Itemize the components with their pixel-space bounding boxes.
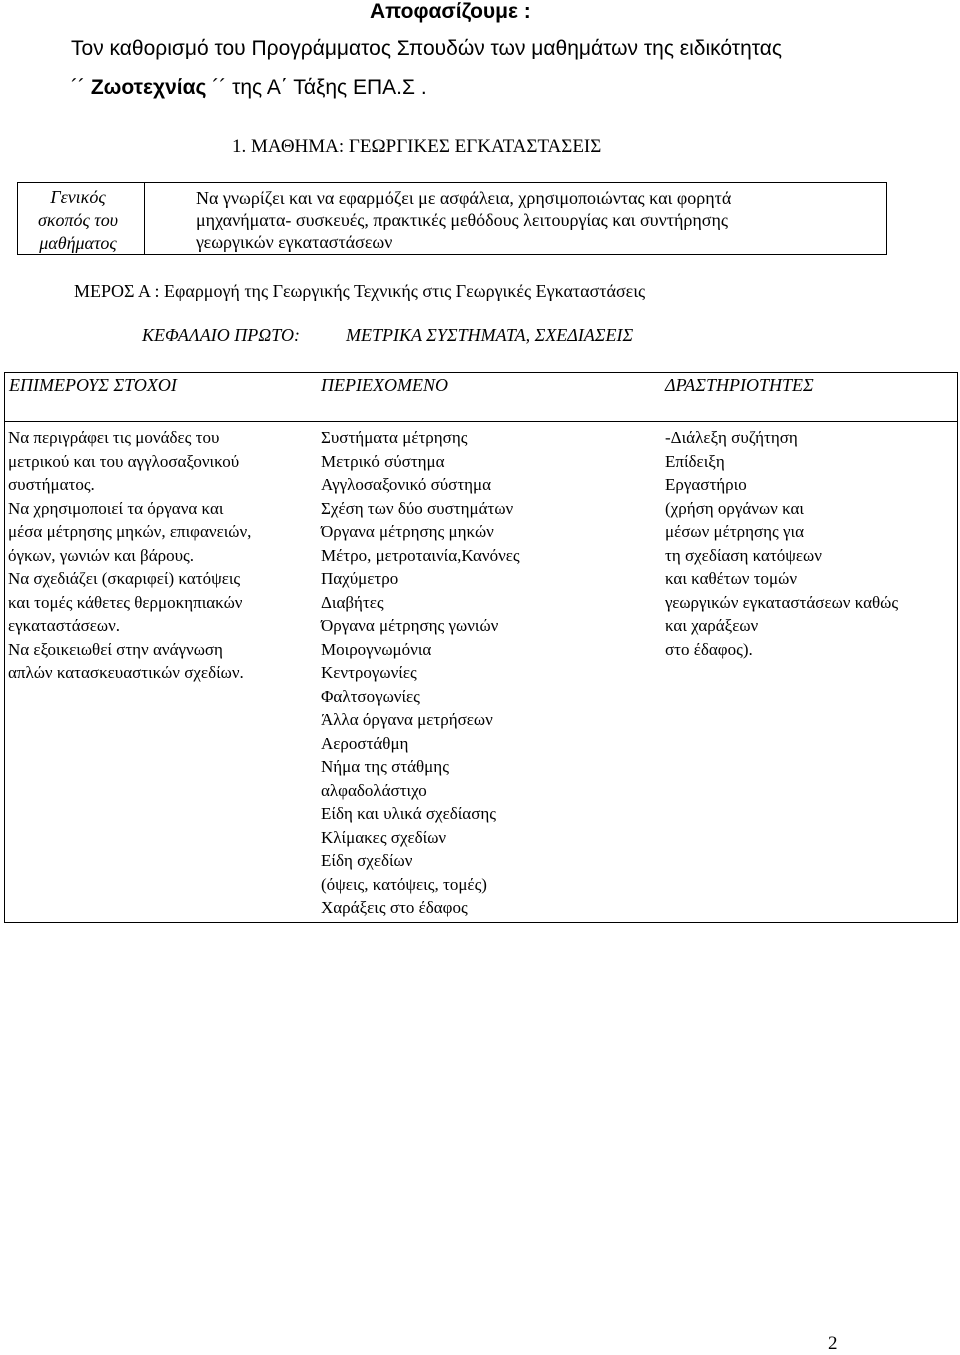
lesson-title: 1. ΜΑΘΗΜΑ: ΓΕΩΡΓΙΚΕΣ ΕΓΚΑΤΑΣΤΑΣΕΙΣ	[232, 136, 602, 157]
content-line: Όργανα μέτρησης μηκών	[321, 522, 494, 541]
content-line: Άλλα όργανα μετρήσεων	[321, 710, 493, 729]
part-title: ΜΕΡΟΣ Α : Εφαρμογή της Γεωργικής Τεχνικής στις Γεωργικές Εγκαταστάσεις	[74, 281, 646, 301]
activity-line: στο έδαφος).	[665, 639, 753, 659]
goal-line: μετρικού και του αγγλοσαξονικού	[8, 451, 240, 471]
goals-column	[8, 426, 251, 685]
aim-label-line: μαθήματος	[39, 233, 117, 253]
header-separator	[5, 421, 957, 422]
content-line: Φαλτσογωνίες	[321, 686, 420, 706]
aim-text-line: Να γνωρίζει και να εφαρμόζει με ασφάλεια, χρησιμοποιώντας και φορητά	[196, 188, 732, 208]
goal-line: Να περιγράφει τις μονάδες του	[8, 428, 220, 447]
intro-line-2-prefix: ´´	[71, 76, 91, 99]
header-activities: ΔΡΑΣΤΗΡΙΟΤΗΤΕΣ	[665, 375, 814, 395]
aim-label-line: Γενικός	[50, 187, 106, 207]
header-specific-goals: ΕΠΙΜΕΡΟΥΣ ΣΤΟΧΟΙ	[9, 375, 177, 395]
content-line: Χαράξεις στο έδαφος	[321, 898, 468, 917]
activity-line: μέσων μέτρησης για	[665, 522, 805, 541]
goal-line: απλών κατασκευαστικών σχεδίων.	[8, 663, 244, 682]
chapter-name: ΜΕΤΡΙΚΑ ΣΥΣΤΗΜΑΤΑ, ΣΧΕΔΙΑΣΕΙΣ	[346, 325, 634, 345]
activity-line: Επίδειξη	[665, 451, 725, 471]
content-line: αλφαδολάστιχο	[321, 780, 427, 800]
chapter-label: ΚΕΦΑΛΑΙΟ ΠΡΩΤΟ:	[142, 325, 300, 345]
general-aim-text	[196, 187, 876, 253]
goal-line: συστήματος.	[8, 475, 95, 494]
goal-line: μέσα μέτρησης μηκών, επιφανειών,	[8, 522, 252, 541]
aim-label-line: σκοπός του	[37, 210, 119, 230]
content-line: Μέτρο, μετροταινία,Κανόνες	[321, 545, 520, 565]
aim-divider	[144, 183, 145, 254]
decision-heading: Αποφασίζουμε :	[370, 0, 531, 23]
activity-line: τη σχεδίαση κατόψεων	[665, 545, 822, 565]
content-line: Μοιρογνωμόνια	[321, 639, 432, 659]
goal-line: Να σχεδιάζει (σκαριφεί) κατόψεις	[8, 569, 241, 588]
activity-line: Εργαστήριο	[665, 475, 747, 494]
aim-text-line: μηχανήματα- συσκευές, πρακτικές μεθόδους λειτουργίας και συντήρησης	[196, 210, 729, 230]
aim-text-line: γεωργικών εγκαταστάσεων	[196, 232, 393, 252]
content-line: Είδη σχεδίων	[321, 851, 413, 870]
goal-line: Να χρησιμοποιεί τα όργανα και	[8, 498, 224, 518]
content-line: Αγγλοσαξονικό σύστημα	[321, 475, 492, 494]
page-number: 2	[828, 1333, 838, 1354]
goal-line: εγκαταστάσεων.	[8, 616, 121, 635]
content-line: (όψεις, κατόψεις, τομές)	[321, 874, 487, 894]
content-line: Κεντρογωνίες	[321, 663, 417, 682]
content-line: Συστήματα μέτρησης	[321, 428, 468, 447]
specialty-name: Ζωοτεχνίας	[90, 76, 207, 99]
goal-line: όγκων, γωνιών και βάρους.	[8, 545, 194, 565]
intro-line-2-suffix: ´´ της Α΄ Τάξης ΕΠΑ.Σ .	[206, 76, 427, 99]
content-column	[321, 426, 520, 920]
goal-line: και τομές κάθετες θερμοκηπιακών	[8, 592, 243, 612]
content-line: Είδη και υλικά σχεδίασης	[321, 804, 496, 823]
activity-line: και χαράξεων	[665, 616, 759, 635]
content-line: Μετρικό σύστημα	[321, 451, 445, 471]
activity-line: και καθέτων τομών	[665, 569, 798, 588]
activities-column	[665, 426, 898, 661]
intro-line-2	[71, 76, 427, 100]
curriculum-table	[4, 372, 958, 923]
content-line: Αεροστάθμη	[321, 733, 409, 753]
content-line: Κλίμακες σχεδίων	[321, 827, 447, 847]
activity-line: -Διάλεξη συζήτηση	[665, 428, 798, 447]
general-aim-box	[17, 182, 887, 255]
general-aim-label	[18, 186, 138, 255]
goal-line: Να εξοικειωθεί στην ανάγνωση	[8, 639, 223, 659]
content-line: Όργανα μέτρησης γωνιών	[321, 616, 499, 635]
content-line: Σχέση των δύο συστημάτων	[321, 498, 514, 518]
content-line: Νήμα της στάθμης	[321, 757, 449, 776]
header-content: ΠΕΡΙΕΧΟΜΕΝΟ	[321, 375, 448, 395]
activity-line: γεωργικών εγκαταστάσεων καθώς	[665, 592, 899, 612]
content-line: Παχύμετρο	[321, 569, 399, 588]
activity-line: (χρήση οργάνων και	[665, 498, 804, 518]
content-line: Διαβήτες	[321, 592, 384, 612]
intro-line-1: Τον καθορισμό του Προγράμματος Σπουδών των μαθημάτων της ειδικότητας	[71, 37, 783, 60]
